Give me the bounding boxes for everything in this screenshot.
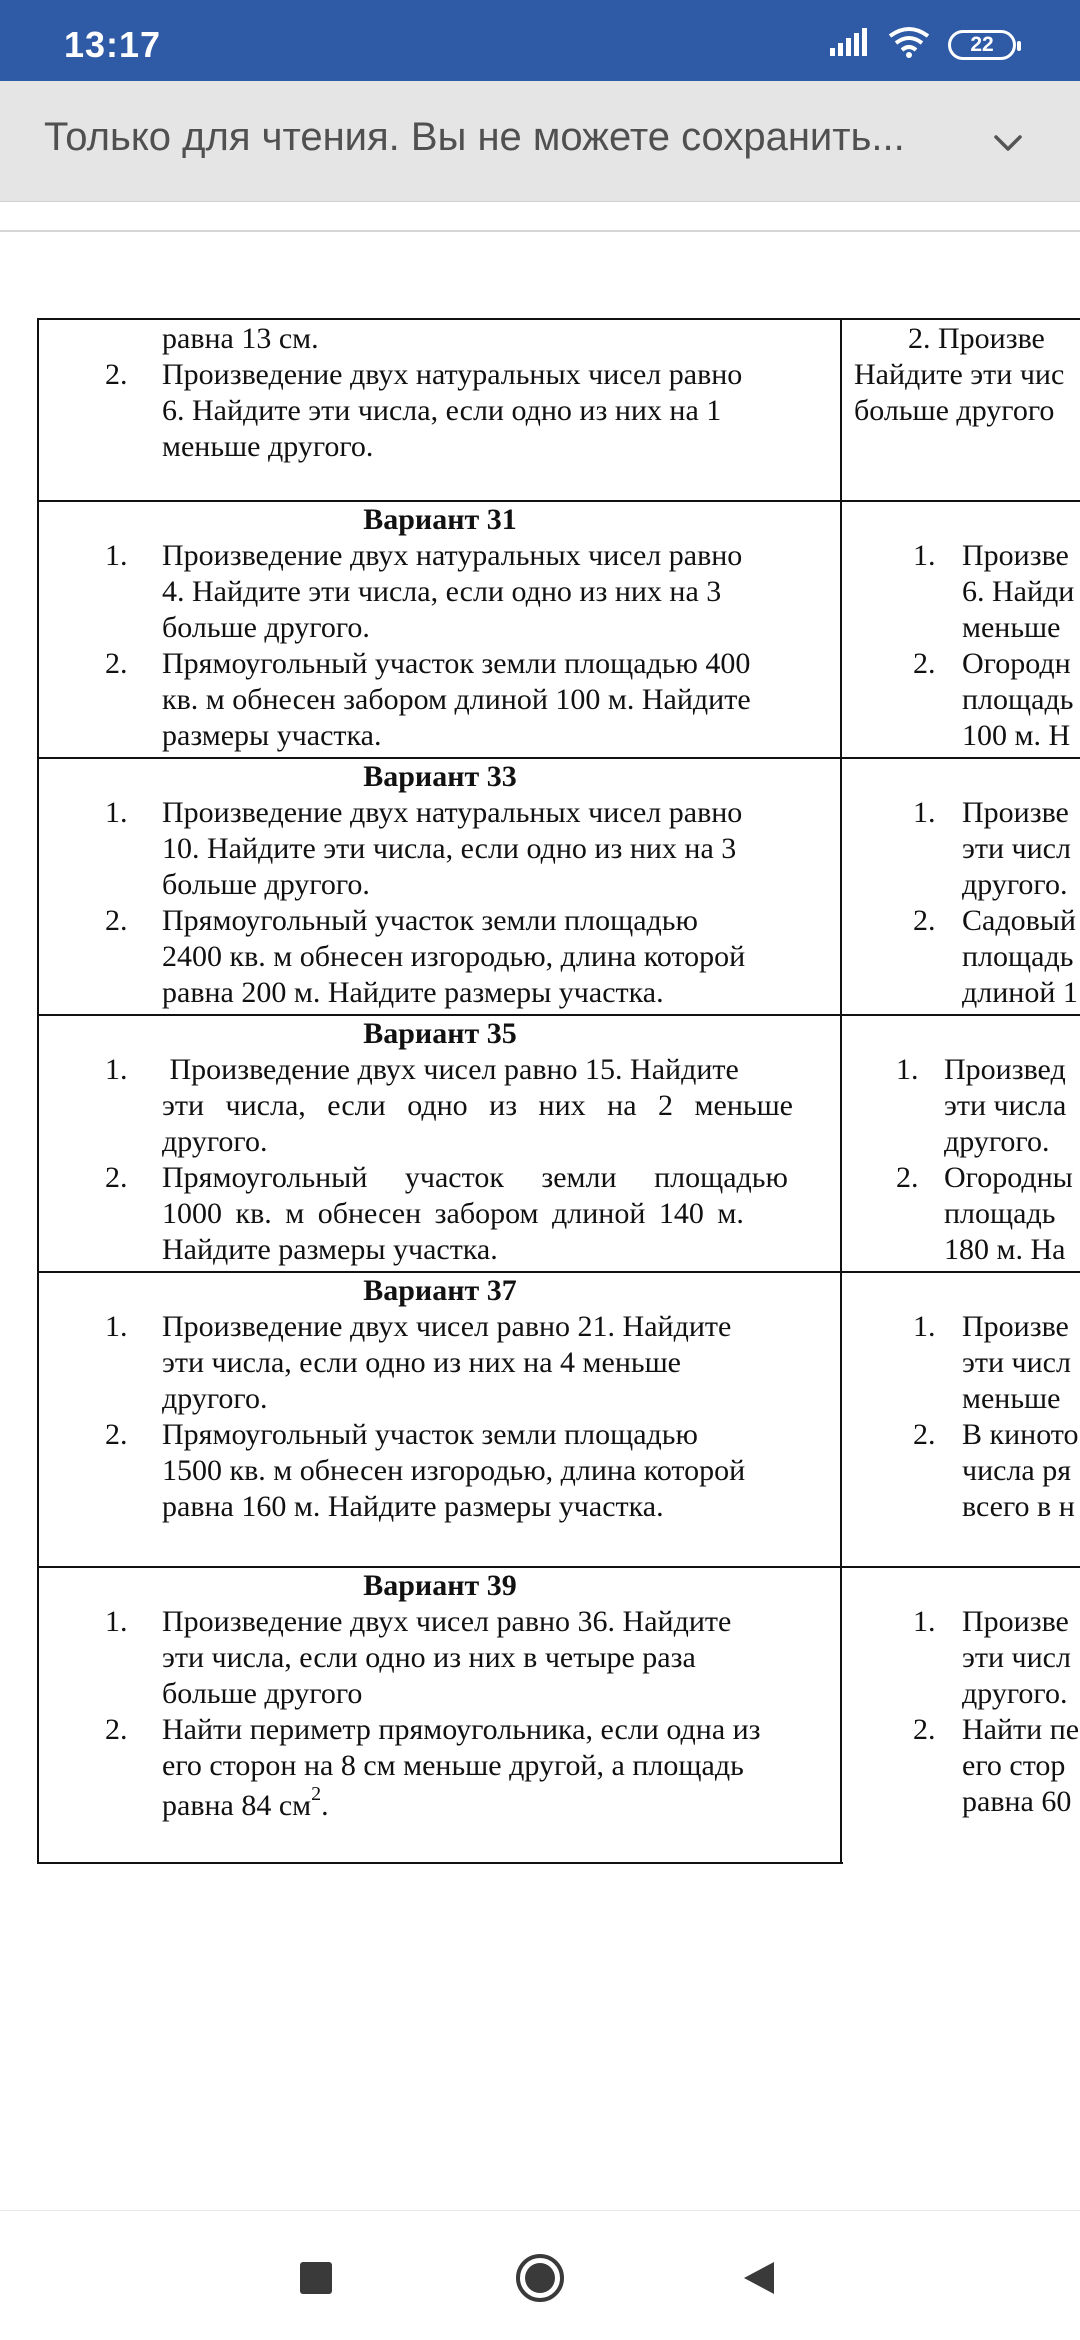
list-item	[846, 1712, 1080, 1820]
item-number: 1.	[105, 1310, 128, 1343]
text-line: меньше	[962, 611, 1061, 644]
item-number: 2.	[913, 1418, 936, 1451]
list-item	[846, 1052, 1080, 1160]
text-line: эти числа	[944, 1089, 1067, 1122]
item-number: 2.	[105, 1418, 128, 1451]
item-number: 2.	[896, 1161, 919, 1194]
item-number: 2.	[105, 1161, 128, 1194]
text-line: размеры участка.	[162, 719, 382, 752]
item-number: 2.	[913, 1713, 936, 1746]
text-line: Огородн	[962, 647, 1071, 680]
superscript: 2	[311, 1783, 322, 1805]
table-cell-top-right	[846, 321, 1080, 429]
text-line: 2. Произве	[908, 322, 1045, 355]
text-line: другого.	[962, 1677, 1068, 1710]
text-line: эти числа, если одно из них в четыре раза	[162, 1641, 696, 1674]
text-line: площадь	[962, 683, 1074, 716]
text-line: Произведение двух чисел равно 15. Найдите	[162, 1053, 739, 1086]
text-line: Произве	[962, 796, 1069, 829]
item-number: 1.	[913, 796, 936, 829]
list-item	[40, 321, 840, 357]
battery-icon	[948, 30, 1016, 60]
text-line: 6. Найдите эти числа, если одно из них на 1	[162, 394, 722, 427]
text-line: Произведение двух чисел равно 21. Найдите	[162, 1310, 732, 1343]
text-line: Произвед	[944, 1053, 1066, 1086]
status-time: 13:17	[64, 24, 162, 65]
list-item	[40, 646, 840, 754]
text-line: эти числ	[962, 832, 1071, 865]
item-number: 1.	[913, 1310, 936, 1343]
item-number: 1.	[105, 796, 128, 829]
text-line: равна 13 см.	[162, 322, 319, 355]
status-bar	[0, 0, 1080, 81]
signal-icon	[830, 28, 870, 61]
text-line: Прямоугольный участок земли площадью	[162, 1161, 788, 1194]
recents-square-icon	[298, 2260, 334, 2296]
list-item	[846, 1309, 1080, 1417]
text-line: Прямоугольный участок земли площадью	[162, 1418, 698, 1451]
banner-text: Только для чтения. Вы не можете сохранить...	[44, 115, 905, 159]
text-line: 1000 кв. м обнесен забором длиной 140 м.	[162, 1197, 744, 1230]
chevron-down-icon[interactable]	[988, 123, 1028, 163]
list-item	[40, 538, 840, 646]
list-item	[846, 538, 1080, 646]
text-line: 100 м. Н	[962, 719, 1071, 752]
list-item	[40, 795, 840, 903]
variant-cell-right	[846, 795, 1080, 1011]
variant-cell	[40, 502, 840, 754]
text-line: больше другого.	[162, 611, 370, 644]
list-item	[846, 1604, 1080, 1712]
list-item	[40, 1309, 840, 1417]
list-item	[846, 903, 1080, 1011]
text-line: другого.	[162, 1382, 268, 1415]
recents-button[interactable]	[281, 2243, 351, 2313]
text-line: Найти пе	[962, 1713, 1080, 1746]
wifi-icon	[888, 26, 930, 63]
battery-level: 22	[970, 32, 994, 56]
list-item	[40, 1604, 840, 1712]
item-number: 1.	[105, 1053, 128, 1086]
variant-cell	[40, 759, 840, 1011]
item-number: 1.	[913, 539, 936, 572]
variant-cell-right	[846, 538, 1080, 754]
document-view[interactable]	[0, 232, 1080, 2210]
variant-title: Вариант 31	[363, 503, 517, 536]
text-line: другого.	[162, 1125, 268, 1158]
text-line: площадь	[962, 940, 1074, 973]
text-line: Произве	[962, 1310, 1069, 1343]
text-line: Огородны	[944, 1161, 1073, 1194]
list-item	[40, 1052, 840, 1160]
item-number: 2.	[105, 358, 128, 391]
item-number: 1.	[896, 1053, 919, 1086]
text-line: 180 м. На	[944, 1233, 1066, 1266]
text-line: другого.	[962, 868, 1068, 901]
list-item	[40, 903, 840, 1011]
text-line: больше другого	[854, 394, 1055, 427]
table-cell-top-left	[40, 321, 840, 465]
item-number: 2.	[913, 647, 936, 680]
text-tail: .	[321, 1789, 329, 1822]
text-line: эти числа, если одно из них на 4 меньше	[162, 1346, 681, 1379]
navigation-bar	[0, 2210, 1080, 2340]
item-number: 2.	[105, 904, 128, 937]
list-item	[846, 1417, 1080, 1525]
variant-title: Вариант 33	[363, 760, 517, 793]
text-line: Найдите размеры участка.	[162, 1233, 498, 1266]
text-line: Прямоугольный участок земли площадью 400	[162, 647, 751, 680]
text-line: длиной 1	[962, 976, 1078, 1009]
item-number: 2.	[105, 1713, 128, 1746]
toolbar-divider	[0, 202, 1080, 232]
text-line: площадь	[944, 1197, 1056, 1230]
text-line: числа ря	[962, 1454, 1072, 1487]
list-item	[40, 1160, 840, 1268]
list-item	[40, 1712, 840, 1824]
text-line: меньше	[962, 1382, 1061, 1415]
variant-cell	[40, 1273, 840, 1525]
text-line: 2400 кв. м обнесен изгородью, длина которой	[162, 940, 746, 973]
variant-title: Вариант 37	[363, 1274, 517, 1307]
text-line: Произведение двух натуральных чисел равно	[162, 539, 743, 572]
list-item	[846, 1160, 1080, 1268]
text-line: Найти периметр прямоугольника, если одна из	[162, 1713, 761, 1746]
text-line: равна 200 м. Найдите размеры участка.	[162, 976, 664, 1009]
home-circle-icon	[514, 2252, 566, 2304]
text-line: эти числ	[962, 1641, 1071, 1674]
text-line: равна 160 м. Найдите размеры участка.	[162, 1490, 664, 1523]
text-line: его сторон на 8 см меньше другой, а площадь	[162, 1749, 744, 1782]
item-number: 1.	[913, 1605, 936, 1638]
text-line: всего в н	[962, 1490, 1075, 1523]
read-only-banner[interactable]	[0, 81, 1080, 202]
text-line: 4. Найдите эти числа, если одно из них на 3	[162, 575, 722, 608]
text-line: Произведение двух натуральных чисел равно	[162, 796, 743, 829]
item-number: 1.	[105, 539, 128, 572]
text-line: больше другого.	[162, 868, 370, 901]
text-line: Садовый	[962, 904, 1076, 937]
home-button[interactable]	[505, 2243, 575, 2313]
text-line: Произве	[962, 1605, 1069, 1638]
list-item	[846, 795, 1080, 903]
back-button[interactable]	[725, 2243, 795, 2313]
item-number: 2.	[105, 647, 128, 680]
text-line: эти числ	[962, 1346, 1071, 1379]
list-item	[846, 646, 1080, 754]
item-number: 2.	[913, 904, 936, 937]
text-line: Произведение двух натуральных чисел равно	[162, 358, 743, 391]
text-line: другого.	[944, 1125, 1050, 1158]
variant-cell	[40, 1568, 840, 1824]
text-line: больше другого	[162, 1677, 363, 1710]
text-line: меньше другого.	[162, 430, 374, 463]
variant-cell-right	[846, 1604, 1080, 1820]
text-line: его стор	[962, 1749, 1066, 1782]
status-icons	[830, 26, 1016, 63]
variant-cell-right	[846, 1052, 1080, 1268]
text-line: В киното	[962, 1418, 1079, 1451]
variant-cell-right	[846, 1309, 1080, 1525]
text-line: 1500 кв. м обнесен изгородью, длина которой	[162, 1454, 746, 1487]
back-triangle-icon	[740, 2258, 780, 2298]
list-item	[40, 357, 840, 465]
text-line: кв. м обнесен забором длиной 100 м. Найдите	[162, 683, 751, 716]
list-item	[40, 1417, 840, 1525]
item-number: 1.	[105, 1605, 128, 1638]
text-line: Произведение двух чисел равно 36. Найдите	[162, 1605, 732, 1638]
text-line: Произве	[962, 539, 1069, 572]
variant-cell	[40, 1016, 840, 1268]
text-line: Найдите эти чис	[854, 358, 1065, 391]
text-line-with-superscript	[162, 1783, 826, 1824]
text-line: Прямоугольный участок земли площадью	[162, 904, 698, 937]
text-line: равна 84 см	[162, 1789, 312, 1822]
text-line: эти числа, если одно из них на 2 меньше	[162, 1089, 793, 1122]
variant-title: Вариант 39	[363, 1569, 517, 1602]
text-line: равна 60	[962, 1785, 1072, 1818]
text-line: 6. Найди	[962, 575, 1075, 608]
variant-title: Вариант 35	[363, 1017, 517, 1050]
text-line: 10. Найдите эти числа, если одно из них на 3	[162, 832, 737, 865]
